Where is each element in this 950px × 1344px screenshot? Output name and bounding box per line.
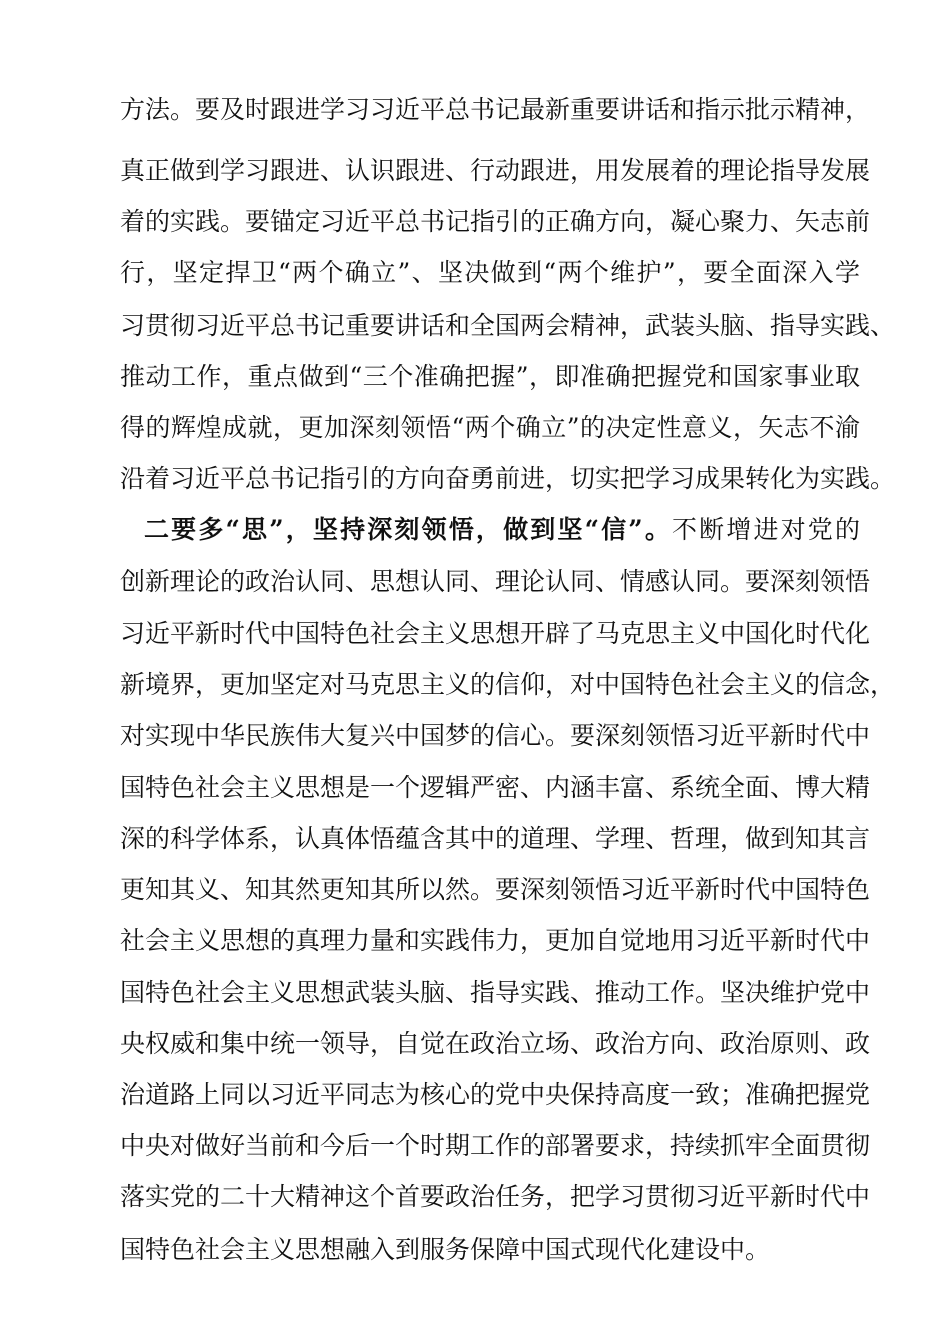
- text-line: 新境界，更加坚定对马克思主义的信仰，对中国特色社会主义的信念，: [120, 670, 896, 699]
- text-line: 真正做到学习跟进、认识跟进、行动跟进，用发展着的理论指导发展: [120, 156, 871, 185]
- text-line: 方法。要及时跟进学习习近平总书记最新重要讲话和指示批示精神，: [120, 95, 871, 124]
- text-line: 着的实践。要锚定习近平总书记指引的正确方向，凝心聚力、矢志前: [120, 207, 871, 236]
- text-line: 社会主义思想的真理力量和实践伟力，更加自觉地用习近平新时代中: [120, 926, 871, 955]
- text-line: 国特色社会主义思想武装头脑、指导实践、推动工作。坚决维护党中: [120, 978, 871, 1007]
- text-line: 中央对做好当前和今后一个时期工作的部署要求，持续抓牢全面贯彻: [120, 1131, 871, 1160]
- text-line: 落实党的二十大精神这个首要政治任务，把学习贯彻习近平新时代中: [120, 1182, 871, 1211]
- text-line: 更知其义、知其然更知其所以然。要深刻领悟习近平新时代中国特色: [120, 875, 871, 904]
- text-line: 创新理论的政治认同、思想认同、理论认同、情感认同。要深刻领悟: [120, 567, 871, 596]
- text-line: 国特色社会主义思想融入到服务保障中国式现代化建设中。: [120, 1235, 771, 1264]
- text-line: 国特色社会主义思想是一个逻辑严密、内涵丰富、系统全面、博大精: [120, 773, 871, 802]
- section-lead-text: 不断增进对党的: [671, 515, 860, 544]
- text-line: 推动工作，重点做到“三个准确把握”，即准确把握党和国家事业取: [120, 362, 860, 391]
- text-line: 对实现中华民族伟大复兴中国梦的信心。要深刻领悟习近平新时代中: [120, 721, 871, 750]
- section-heading: 二要多“思”，坚持深刻领悟，做到坚“信”。: [144, 515, 672, 544]
- text-line: 央权威和集中统一领导，自觉在政治立场、政治方向、政治原则、政: [120, 1029, 871, 1058]
- text-line: 习近平新时代中国特色社会主义思想开辟了马克思主义中国化时代化: [120, 619, 871, 648]
- text-line: 得的辉煌成就，更加深刻领悟“两个确立”的决定性意义，矢志不渝: [120, 413, 860, 442]
- text-line: 治道路上同以习近平同志为核心的党中央保持高度一致；准确把握党: [120, 1080, 871, 1109]
- text-line: 习贯彻习近平总书记重要讲话和全国两会精神，武装头脑、指导实践、: [120, 311, 896, 340]
- text-line: 深的科学体系，认真体悟蕴含其中的道理、学理、哲理，做到知其言: [120, 824, 871, 853]
- text-line: 沿着习近平总书记指引的方向奋勇前进，切实把学习成果转化为实践。: [120, 464, 896, 493]
- text-line: 行，坚定捍卫“两个确立”、坚决做到“两个维护”，要全面深入学: [120, 258, 860, 287]
- section-heading-line: [144, 508, 860, 552]
